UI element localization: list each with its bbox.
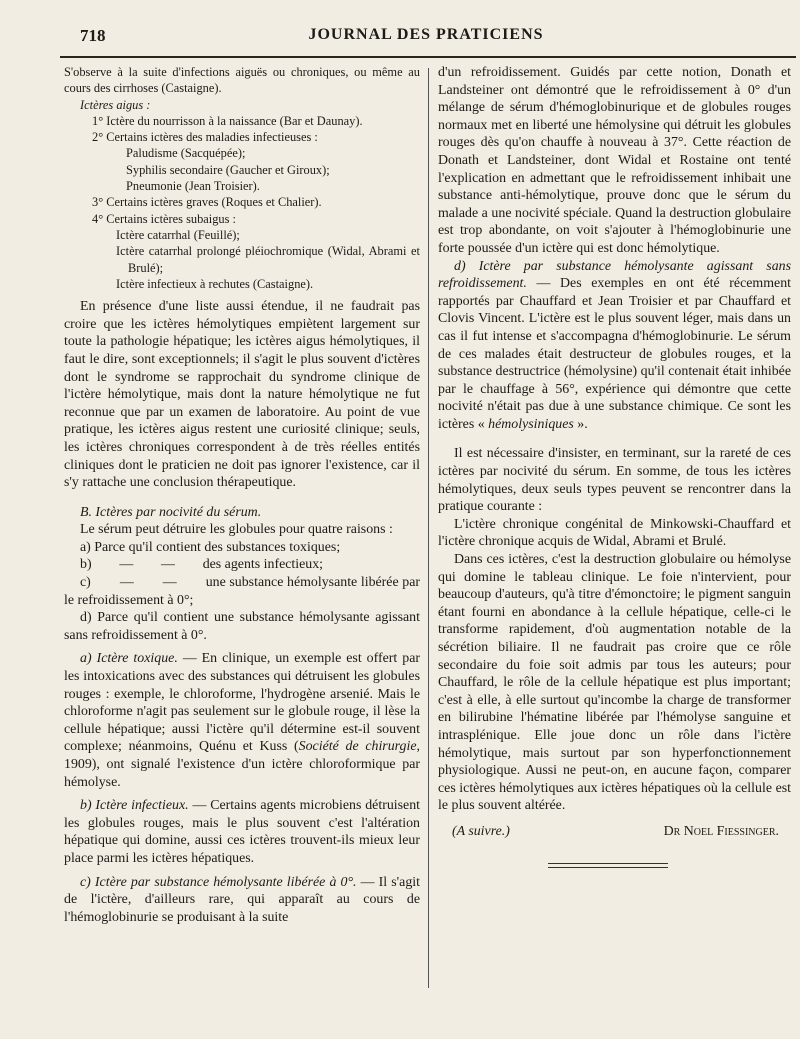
paragraph-warm-hemolysin: d) Ictère par substance hémolysante agissant sans refroidissement. — Des exemples en ont été récemment rapportés par Chauffard et Jean Troisier et par Chauffard et Clovis Vincent. L'ictère est le plus souvent léger, mais dans un cas il fut intense et s'accompagna d'hémoglobinurie. Le sérum de ces malades était destructeur de globules rouges, et la substance destructrice (hémolysine) qu'il contenait était inhibée par le chauffage à 56°, expérience qui démontre que cette nocivité n'était pas due à une substance chimique. Ce sont les ictères « hémolysiniques ». (438, 258, 791, 432)
signature-line (438, 823, 791, 843)
right-column (438, 64, 791, 868)
paragraph: En présence d'une liste aussi étendue, il ne faudrait pas croire que les ictères hémolytiques empiètent largement sur toute la pathologie hépatique; les ictères aigus hémolytiques, il faut le dire, sont exceptionnels; il s'agit le plus souvent d'ictères dont le syndrome se rapprochait du syndrome clinique de l'ictère hémolytique, mais dont la nature hémolytique ne fut reconnue que par un examen de laboratoire. Au point de vue pratique, les ictères aigus restent une curiosité clinique; seuls, les ictères chroniques correspondent à de très réelles entités cliniques dont le praticien ne doit pas ignorer l'existence, car il s'y rattache une conclusion thérapeutique. (64, 299, 420, 491)
subhead-aigus: Ictères aigus : (80, 97, 151, 112)
list-item-2: 2° Certains ictères des maladies infectieuses : (92, 130, 318, 145)
page-header (62, 26, 790, 48)
section-heading-b: B. Ictères par nocivité du sérum. (80, 504, 262, 520)
journal-title: JOURNAL DES PRATICIENS (308, 26, 544, 43)
reason-c: c) — — une substance hémolysante libérée par le refroidissement à 0°; (64, 575, 424, 608)
list-subitem: Ictère infectieux à rechutes (Castaigne). (116, 276, 314, 291)
intro-text: S'observe à la suite d'infections aiguës ou chroniques, ou même au cours des cirrhoses (Castaigne). (64, 65, 420, 96)
reason-a: a) Parce qu'il contient des substances toxiques; (80, 539, 341, 555)
paragraph-toxic: a) Ictère toxique. — En clinique, un exemple est offert par les intoxications avec des substances qui détruisent les globules rouges : exemple, le chloroforme, l'hydrogène arsenié. Mais le chloroforme n'agit pas seulement sur le globule rouge, il lèse la cellule hépatique; aussi l'ictère qu'il détermine est-il souvent complexe; néanmoins, Quénu et Kuss (Société de chirurgie, 1909), ont signalé l'existence d'un ictère chloroformique par hémolyse. (64, 651, 421, 790)
paragraph: Dans ces ictères, c'est la destruction globulaire ou hémolyse qui domine le tableau clinique. Le foie n'intervient, pour beaucoup d'auteurs, qu'à titre d'émonctoire; le pigment sanguin étant fourni en abondance à la cellule hépatique, celle-ci le transforme rapidement, d'où augmentation notable de la sécrétion biliaire. Il ne faudrait pas croire que ce rôle secondaire du foie soit admis par tous les auteurs; pour Chauffard, le rôle de la cellule hépatique est plus important; c'est à elle, à elle surtout qu'incombe la charge de transformer en bilirubine l'hématine libérée par l'hémolyse sanguine et intrasplénique. Elle joue donc un rôle dans l'ictère hémolytique, mais surtout par son hyperfonctionnement physiologique. Aussi ne peut-on, en aucune façon, comparer ces ictères hémolytiques aux ictères hépatiques où la cellule est le plus souvent altérée. (438, 552, 791, 814)
paragraph: Le sérum peut détruire les globules pour quatre raisons : (80, 522, 393, 538)
list-item-1: 1° Ictère du nourrisson à la naissance (Bar et Daunay). (92, 113, 363, 128)
list-subitem: Pneumonie (Jean Troisier). (126, 179, 260, 194)
end-rule (548, 863, 668, 868)
paragraph-cold-hemolysin: c) Ictère par substance hémolysante libérée à 0°. — Il s'agit de l'ictère, d'ailleurs rare, qui apparaît au cours de l'hémoglobinurie se produisant à la suite (64, 874, 421, 925)
left-column (64, 64, 424, 926)
paragraph: d'un refroidissement. Guidés par cette notion, Donath et Landsteiner ont démontré que le refroidissement à 0° d'un mélange de sérum d'hémoglobinurique et de globules rouges normaux met en liberté une hémolysine qui détruit les globules rouges dès qu'on chauffe à nouveau à 37°. Cette réaction de Donath et Landsteiner, dont Widal et Rostaine ont tenté l'explication en admettant que le refroidissement inhibait une substance anti-hémolytique, prouve donc que le sérum du malade a une nocivité spéciale. Quand la destruction globulaire est trop abondante, on voit s'ajouter à l'hémoglobinurie une forte poussée d'un ictère qui est donc hémolytique. (438, 65, 791, 256)
reason-d: d) Parce qu'il contient une substance hémolysante agissant sans refroidissement à 0°. (64, 610, 420, 643)
continuation-note: (A suivre.) (452, 823, 510, 839)
list-item-4: 4° Certains ictères subaigus : (92, 211, 236, 226)
column-divider (428, 68, 429, 988)
list-subitem: Ictère catarrhal prolongé pléiochromique (Widal, Abrami et Brulé); (116, 244, 420, 275)
paragraph-infectious: b) Ictère infectieux. — Certains agents microbiens détruisent les globules rouges, mais le plus souvent c'est l'altération hépatique qui domine, aussi ces ictères trouvent-ils mieux leur place parmi les ictères hépatiques. (64, 798, 421, 866)
list-item-3: 3° Certains ictères graves (Roques et Chalier). (92, 195, 322, 210)
author-name: Dr Noel Fiessinger. (663, 823, 779, 839)
page-number: 718 (80, 26, 106, 45)
list-subitem: Ictère catarrhal (Feuillé); (116, 227, 240, 242)
reason-b: b) — — des agents infectieux; (80, 557, 324, 573)
header-rule (60, 56, 796, 58)
paragraph: L'ictère chronique congénital de Minkowski-Chauffard et l'ictère chronique acquis de Widal, Abrami et Brulé. (438, 516, 791, 550)
list-subitem: Syphilis secondaire (Gaucher et Giroux); (126, 162, 330, 177)
paragraph: Il est nécessaire d'insister, en terminant, sur la rareté de ces ictères par nocivité du sérum. En somme, de tous les ictères hémolytiques, deux seuls types peuvent se rencontrer dans la pratique courante : (438, 446, 791, 515)
list-subitem: Paludisme (Sacquépée); (126, 146, 246, 161)
